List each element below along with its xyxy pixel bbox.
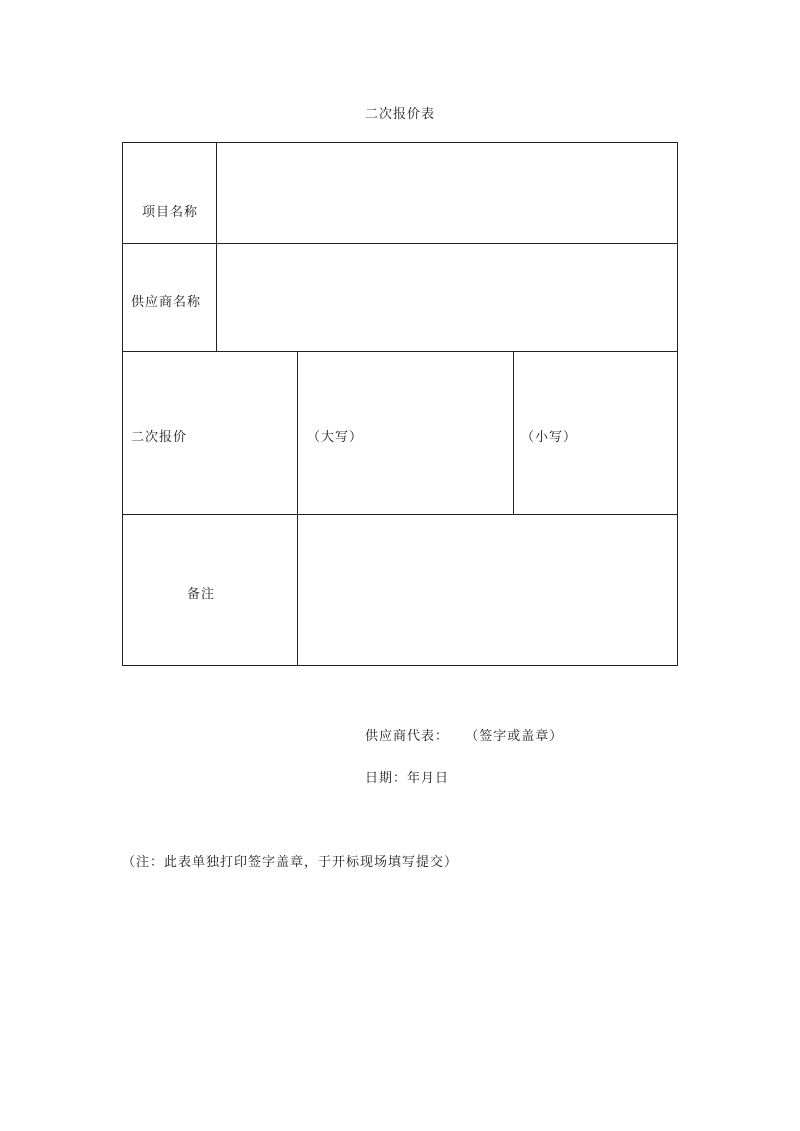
- table-column-divider: [297, 351, 298, 666]
- representative-label: 供应商代表：: [365, 729, 450, 744]
- table-border-left: [122, 142, 123, 666]
- table-row-divider: [122, 514, 678, 515]
- date-line: [365, 767, 449, 786]
- supplier-name-label: 供应商名称: [131, 295, 202, 310]
- table-row-divider: [122, 243, 678, 244]
- amount-lowercase-label: （小写）: [521, 430, 578, 445]
- table-border-bottom: [122, 665, 678, 666]
- table-column-divider: [513, 351, 514, 515]
- amount-uppercase-label: （大写）: [307, 430, 364, 445]
- date-label: 日期：: [365, 771, 408, 786]
- table-column-divider: [216, 142, 217, 352]
- second-quote-label: 二次报价: [131, 430, 188, 445]
- project-name-label: 项目名称: [142, 205, 199, 220]
- table-border-top: [122, 142, 678, 143]
- representative-line: [365, 725, 563, 744]
- table-border-right: [677, 142, 678, 666]
- representative-hint: （签字或盖章）: [465, 729, 564, 744]
- document-title: 二次报价表: [364, 107, 435, 122]
- date-value: 年月日: [407, 771, 450, 786]
- footnote: （注：此表单独打印签字盖章，于开标现场填写提交）: [122, 855, 459, 870]
- remarks-label: 备注: [187, 587, 216, 602]
- table-row-divider: [122, 351, 678, 352]
